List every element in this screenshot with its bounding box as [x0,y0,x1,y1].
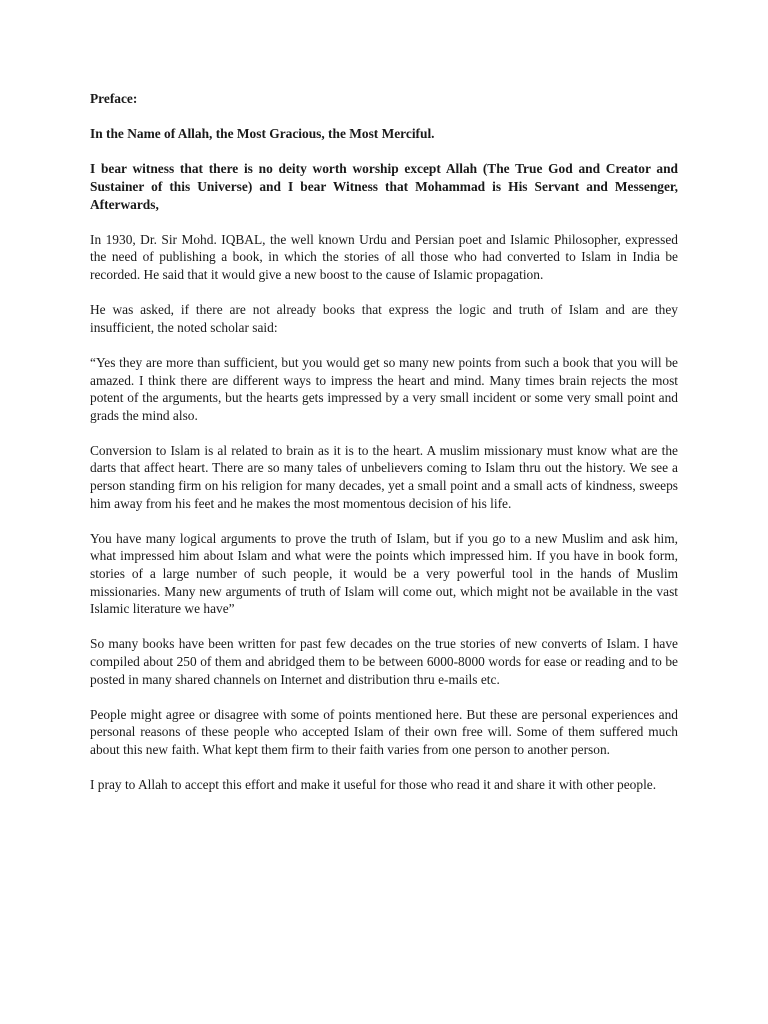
body-paragraph-conversion: Conversion to Islam is al related to brain as it is to the heart. A muslim missionary must know what are the darts that affect heart. There are so many tales of unbelievers coming to Islam thru out the history. We see a person standing firm on his religion for many decades, yet a small point and a small acts of kindness, sweeps him away from his feet and he makes the most momentous decision of his life. [90,442,678,511]
shahada-paragraph: I bear witness that there is no deity worth worship except Allah (The True God and Creator and Sustainer of this Universe) and I bear Witness that Mohammad is His Servant and Messenger, Afterwards, [90,161,678,212]
body-paragraph-agree: People might agree or disagree with some of points mentioned here. But these are personal experiences and personal reasons of these people who accepted Islam of their own free will. Some of them suffered much about this new faith. What kept them firm to their faith varies from one person to another person. [90,706,678,757]
bismillah-line: In the Name of Allah, the Most Gracious, the Most Merciful. [90,126,435,142]
body-paragraph-prayer: I pray to Allah to accept this effort and make it useful for those who read it and share it with other people. [90,777,657,793]
body-paragraph-question: He was asked, if there are not already books that express the logic and truth of Islam and are they insufficient, the noted scholar said: [90,302,678,335]
body-paragraph-arguments: You have many logical arguments to prove the truth of Islam, but if you go to a new Muslim and ask him, what impressed him about Islam and what were the points which impressed him. If you have in book form, stories of a large number of such people, it would be a very powerful tool in the hands of Muslim missionaries. Many new arguments of truth of Islam will come out, which might not be available in the vast Islamic literature we have” [90,530,678,617]
body-paragraph-iqbal: In 1930, Dr. Sir Mohd. IQBAL, the well known Urdu and Persian poet and Islamic Philosopher, expressed the need of publishing a book, in which the stories of all those who had converted to Islam in India be recorded. He said that it would give a new boost to the cause of Islamic propagation. [90,231,678,282]
preface-heading: Preface: [90,91,138,106]
body-paragraph-quote-start: “Yes they are more than sufficient, but you would get so many new points from such a book that you will be amazed. I think there are different ways to impress the heart and mind. Many times brain rejects the most potent of the arguments, but the hearts gets impressed by a very small incident or some very small point and grads the mind also. [90,354,678,423]
document-page [90,90,678,811]
body-paragraph-books: So many books have been written for past few decades on the true stories of new converts of Islam. I have compiled about 250 of them and abridged them to be between 6000-8000 words for ease or reading and to be posted in many shared channels on Internet and distribution thru e-mails etc. [90,636,678,687]
